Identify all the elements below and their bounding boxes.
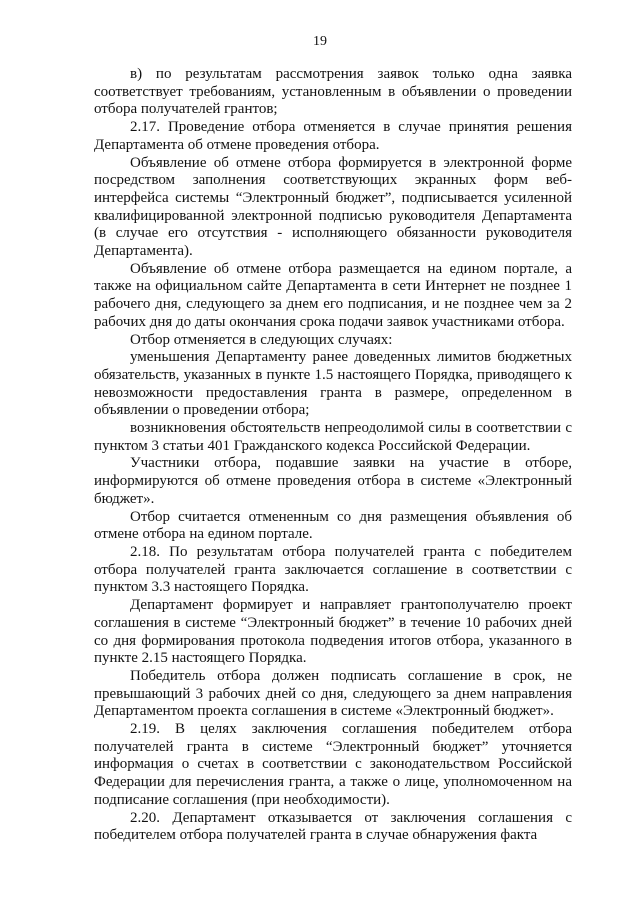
- paragraph: 2.19. В целях заключения соглашения победителем отбора получателей гранта в системе “Электронный бюджет” уточняется информация о счетах в соответствии с законодательством Российской Федерации для перечисления гранта, а также о лице, уполномоченном на подписание соглашения (при необходимости).: [94, 721, 572, 808]
- paragraph: Департамент формирует и направляет грантополучателю проект соглашения в системе “Электронный бюджет” в течение 10 рабочих дней со дня формирования протокола подведения итогов отбора, указанного в пункте 2.15 настоящего Порядка.: [94, 597, 572, 667]
- paragraph: Объявление об отмене отбора формируется в электронной форме посредством заполнения соответствующих экранных форм веб-интерфейса системы “Электронный бюджет”, подписывается усиленной квалифицированной электронной подписью руководителя Департамента (в случае его отсутствия - исполняющего обязанности руководителя Департамента).: [94, 154, 572, 260]
- paragraph: возникновения обстоятельств непреодолимой силы в соответствии с пунктом 3 статьи 401 Гражданского кодекса Российской Федерации.: [94, 420, 572, 454]
- page-number: 19: [313, 34, 327, 49]
- paragraph: уменьшения Департаменту ранее доведенных лимитов бюджетных обязательств, указанных в пункте 1.5 настоящего Порядка, приводящего к невозможности предоставления гранта в размере, определенном в объявлении о проведении отбора;: [94, 349, 572, 419]
- document-body: [94, 66, 572, 845]
- paragraph: Победитель отбора должен подписать соглашение в срок, не превышающий 3 рабочих дней со дня, следующего за днем направления Департаментом проекта соглашения в системе «Электронный бюджет».: [94, 667, 572, 720]
- paragraph: 2.18. По результатам отбора получателей гранта с победителем отбора получателей гранта заключается соглашение в соответствии с пунктом 3.3 настоящего Порядка.: [94, 543, 572, 596]
- paragraph: Объявление об отмене отбора размещается на едином портале, а также на официальном сайте Департамента в сети Интернет не позднее 1 рабочего дня, следующего за днем его подписания, и не позднее чем за 2 рабочих дня до даты окончания срока подачи заявок участниками отбора.: [94, 260, 572, 330]
- paragraph: Отбор считается отмененным со дня размещения объявления об отмене отбора на едином портале.: [94, 508, 572, 543]
- paragraph: Отбор отменяется в следующих случаях:: [130, 331, 393, 348]
- paragraph: 2.20. Департамент отказывается от заключения соглашения с победителем отбора получателей гранта в случае обнаружения факта: [94, 809, 572, 844]
- paragraph: в) по результатам рассмотрения заявок только одна заявка соответствует требованиям, установленным в объявлении о проведении отбора получателей грантов;: [94, 66, 572, 118]
- paragraph: Участники отбора, подавшие заявки на участие в отборе, информируются об отмене проведения отбора в системе «Электронный бюджет».: [94, 455, 572, 507]
- paragraph: 2.17. Проведение отбора отменяется в случае принятия решения Департамента об отмене проведения отбора.: [94, 119, 572, 153]
